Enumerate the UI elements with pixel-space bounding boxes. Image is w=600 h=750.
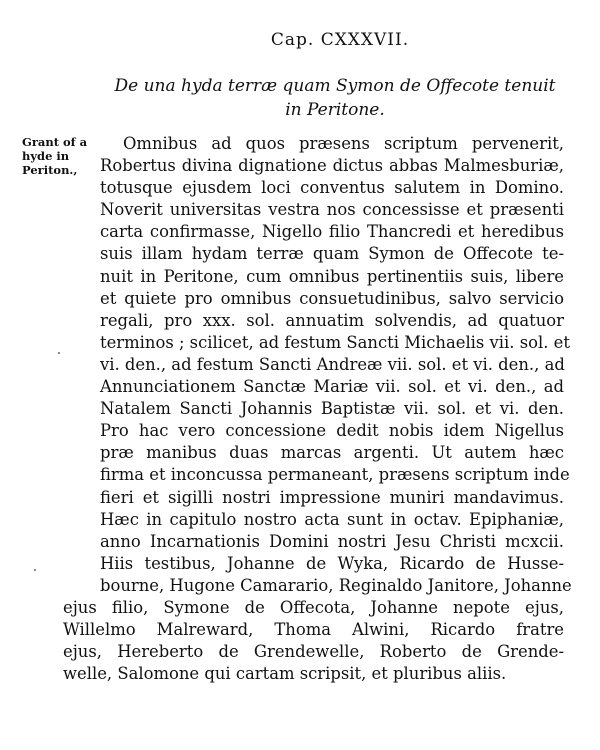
text-line: suis illam hydam terræ quam Symon de Offecote te- <box>100 244 564 264</box>
text-line: præ manibus duas marcas argenti. Ut autem hæc <box>100 443 564 463</box>
text-line: Annunciationem Sanctæ Mariæ vii. sol. et vi. den., ad <box>100 377 564 397</box>
text-line: Pro hac vero concessione dedit nobis idem Nigellus <box>100 421 564 441</box>
margin-note <box>22 135 102 177</box>
text-line: Natalem Sancti Johannis Baptistæ vii. sol. et vi. den. <box>100 399 564 419</box>
text-line: Willelmo Malreward, Thoma Alwini, Ricardo fratre <box>63 620 564 640</box>
stray-mark <box>34 569 36 571</box>
chapter-subtitle <box>100 74 570 122</box>
margin-note-line: Grant of a <box>22 135 88 149</box>
subtitle-line: De una hyda terræ quam Symon de Offecote tenuit <box>114 76 556 96</box>
text-line: vi. den., ad festum Sancti Andreæ vii. sol. et vi. den., ad <box>100 354 565 374</box>
text-line: regali, pro xxx. sol. annuatim solvendis, ad quatuor <box>100 310 564 330</box>
text-line: et quiete pro omnibus consuetudinibus, salvo servicio <box>100 288 564 308</box>
chapter-heading: Cap. CXXXVII. <box>270 30 410 50</box>
text-line: anno Incarnationis Domini nostri Jesu Christi mcxcii. <box>100 531 564 551</box>
text-line: welle, Salomone qui cartam scripsit, et pluribus aliis. <box>63 664 507 684</box>
text-line: ejus, Hereberto de Grendewelle, Roberto de Grende- <box>63 642 564 662</box>
margin-note-line: hyde in <box>22 149 70 163</box>
subtitle-line: in Peritone. <box>285 100 385 120</box>
text-line: terminos ; scilicet, ad festum Sancti Michaelis vii. sol. et <box>100 332 570 352</box>
stray-mark <box>58 352 60 354</box>
text-line: carta confirmasse, Nigello filio Thancredi et heredibus <box>100 222 564 242</box>
text-line: ejus filio, Symone de Offecota, Johanne nepote ejus, <box>63 597 564 617</box>
text-line: Omnibus ad quos præsens scriptum pervenerit, <box>123 134 564 153</box>
margin-note-line: Periton., <box>22 163 78 177</box>
text-line: fieri et sigilli nostri impressione muniri mandavimus. <box>100 487 564 507</box>
text-line: firma et inconcussa permaneant, præsens scriptum inde <box>100 465 570 485</box>
text-line: Robertus divina dignatione dictus abbas Malmesburiæ, <box>100 156 564 176</box>
text-line: Hiis testibus, Johanne de Wyka, Ricardo de Husse- <box>100 553 564 573</box>
text-line: bourne, Hugone Camarario, Reginaldo Janitore, Johanne <box>100 575 572 595</box>
text-line: Hæc in capitulo nostro acta sunt in octav. Epiphaniæ, <box>100 509 564 529</box>
text-line: totusque ejusdem loci conventus salutem in Domino. <box>100 178 564 198</box>
text-line: nuit in Peritone, cum omnibus pertinentiis suis, libere <box>100 266 564 286</box>
charter-text <box>63 133 572 685</box>
text-line: Noverit universitas vestra nos concessisse et præsenti <box>100 200 564 220</box>
